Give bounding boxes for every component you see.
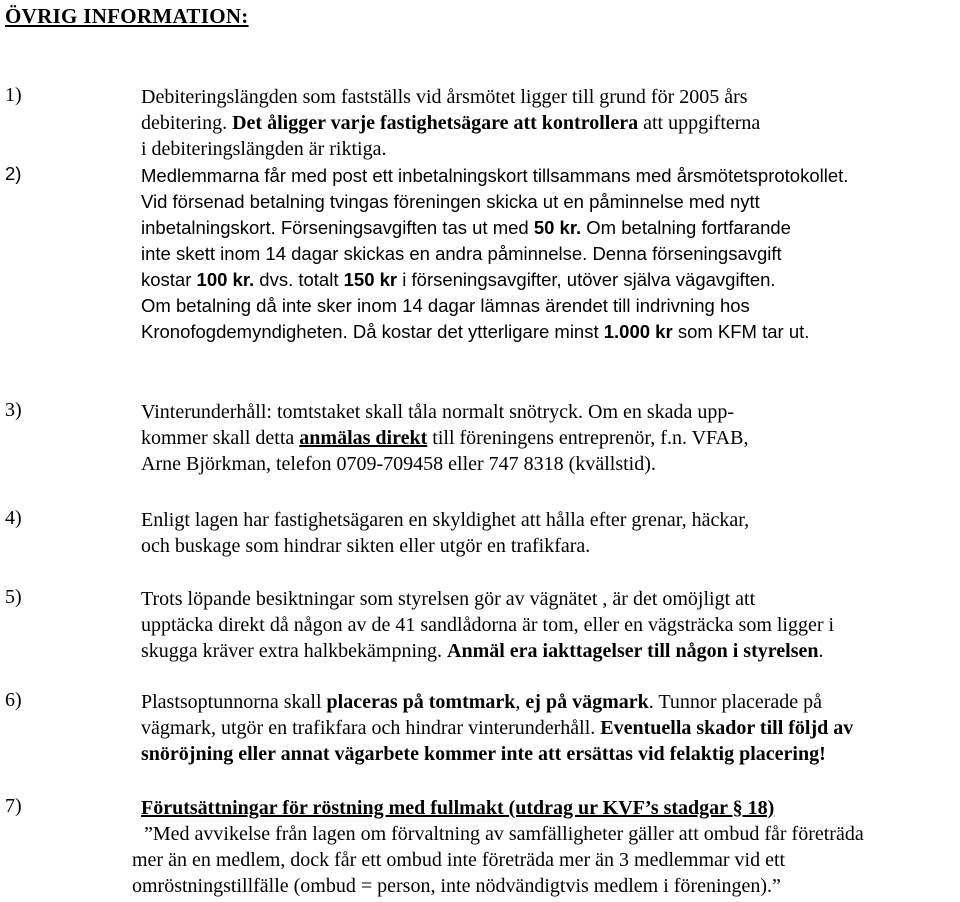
- item-number: 4): [5, 507, 22, 529]
- item-number: 1): [5, 84, 22, 106]
- emphasis-text: 1.000 kr: [603, 321, 673, 342]
- text-line: upptäcka direkt då någon av de 41 sandlådorna är tom, eller en vägsträcka som ligger i: [141, 614, 835, 636]
- text-line: och buskage som hindrar sikten eller utgör en trafikfara.: [141, 535, 591, 557]
- item-number: 7): [5, 795, 22, 817]
- item-number: 5): [5, 586, 22, 608]
- text-line: skugga kräver extra halkbekämpning. Anmäl era iakttagelser till någon i styrelsen.: [141, 640, 824, 662]
- text-line: i debiteringslängden är riktiga.: [141, 138, 387, 160]
- emphasis-text: 50 kr.: [533, 217, 582, 238]
- text-line: omröstningstillfälle (ombud = person, inte nödvändigtvis medlem i föreningen).”: [132, 875, 781, 897]
- text-line: Medlemmarna får med post ett inbetalningskort tillsammans med årsmötetsprotokollet.: [141, 165, 849, 186]
- text-line: Enligt lagen har fastighetsägaren en skyldighet att hålla efter grenar, häckar,: [141, 509, 750, 531]
- emphasis-text: Det åligger varje fastighetsägare att kontrollera: [232, 112, 639, 134]
- emphasis-text: 150 kr: [343, 269, 398, 290]
- emphasis-text: anmälas direkt: [299, 427, 428, 449]
- emphasis-text: Förutsättningar för röstning med fullmakt (utdrag ur KVF’s stadgar § 18): [141, 797, 775, 819]
- text-line: kommer skall detta anmälas direkt till föreningens entreprenör, f.n. VFAB,: [141, 427, 749, 449]
- text-line: Trots löpande besiktningar som styrelsen gör av vägnätet , är det omöjligt att: [141, 588, 756, 610]
- text-line: Plastsoptunnorna skall placeras på tomtmark, ej på vägmark. Tunnor placerade på: [141, 691, 823, 713]
- item-text: [141, 399, 960, 477]
- emphasis-text: Anmäl era iakttagelser till någon i styrelsen: [447, 640, 819, 662]
- text-line: Arne Björkman, telefon 0709-709458 eller 747 8318 (kvällstid).: [141, 453, 656, 475]
- text-line: inte skett inom 14 dagar skickas en andra påminnelse. Denna förseningsavgift: [141, 243, 782, 264]
- quote-text: [132, 821, 864, 899]
- emphasis-text: snöröjning eller annat vägarbete kommer inte att ersättas vid felaktig placering!: [141, 743, 826, 765]
- item-number: 2): [5, 163, 22, 184]
- text-line: debitering. Det åligger varje fastighetsägare att kontrollera att uppgifterna: [141, 112, 761, 134]
- item-text: [141, 84, 960, 162]
- emphasis-text: Eventuella skador till följd av: [600, 717, 854, 739]
- text-line: inbetalningskort. Förseningsavgiften tas ut med 50 kr. Om betalning fortfarande: [141, 217, 791, 238]
- item-text: [141, 689, 960, 767]
- item-number: 3): [5, 399, 22, 421]
- item-text: [141, 507, 960, 559]
- item-text: [141, 163, 960, 345]
- text-line: Vinterunderhåll: tomtstaket skall tåla normalt snötryck. Om en skada upp-: [141, 401, 735, 423]
- text-line: Kronofogdemyndigheten. Då kostar det ytterligare minst 1.000 kr som KFM tar ut.: [141, 321, 810, 342]
- emphasis-text: placeras på tomtmark: [326, 691, 516, 713]
- text-line: Debiteringslängden som fastställs vid årsmötet ligger till grund för 2005 års: [141, 86, 748, 108]
- item-heading: [141, 795, 960, 821]
- page-title: ÖVRIG INFORMATION:: [5, 4, 249, 28]
- text-line: vägmark, utgör en trafikfara och hindrar vinterunderhåll. Eventuella skador till följd av: [141, 717, 854, 739]
- text-line: mer än en medlem, dock får ett ombud inte företräda mer än 3 medlemmar vid ett: [132, 849, 786, 871]
- item-number: 6): [5, 689, 22, 711]
- item-text: [141, 586, 960, 664]
- text-line: ”Med avvikelse från lagen om förvaltning av samfälligheter gäller att ombud får företräda: [144, 823, 864, 845]
- text-line: Om betalning då inte sker inom 14 dagar lämnas ärendet till indrivning hos: [141, 295, 750, 316]
- emphasis-text: ej på vägmark: [525, 691, 649, 713]
- emphasis-text: 100 kr.: [196, 269, 255, 290]
- text-line: kostar 100 kr. dvs. totalt 150 kr i förseningsavgifter, utöver själva vägavgiften.: [141, 269, 776, 290]
- text-line: Vid försenad betalning tvingas föreningen skicka ut en påminnelse med nytt: [141, 191, 760, 212]
